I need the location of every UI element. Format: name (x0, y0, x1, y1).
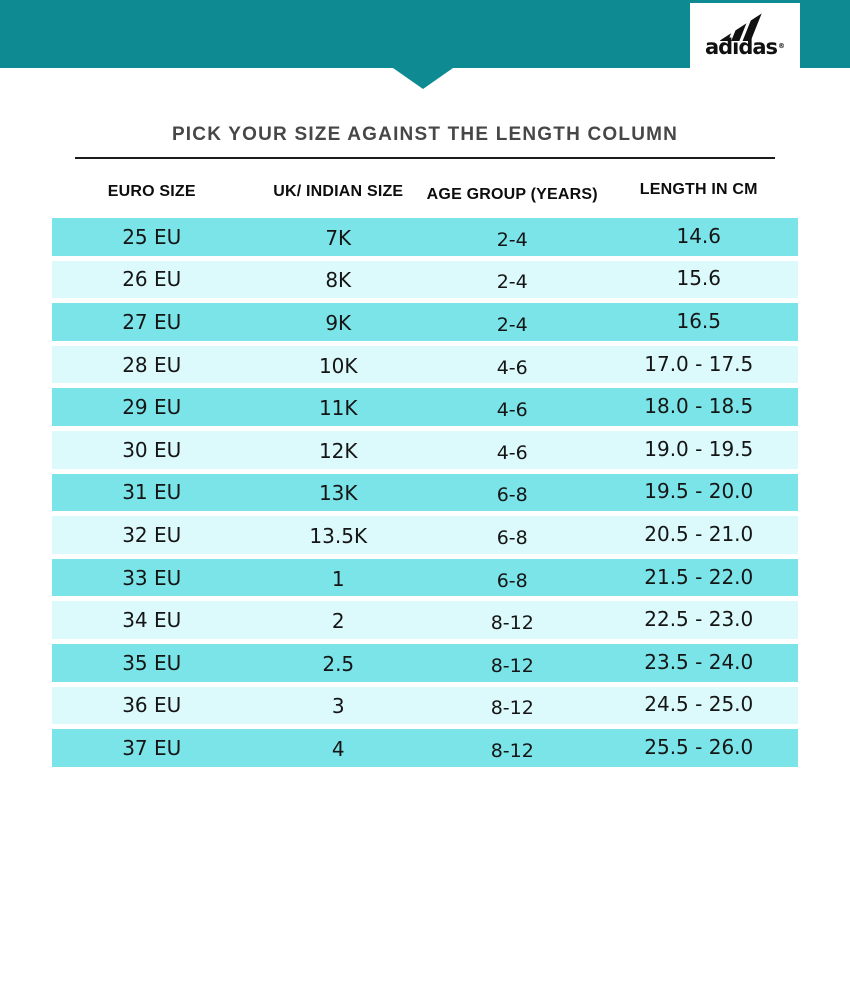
table-cell: 6-8 (496, 484, 528, 507)
table-cell: 13K (318, 481, 358, 506)
column-header-euro-size: EURO SIZE (107, 183, 196, 200)
table-cell: 29 EU (122, 395, 182, 420)
table-row (52, 388, 798, 426)
adidas-brand-text: adidas (704, 35, 778, 59)
table-cell: 35 EU (122, 650, 182, 675)
column-header-uk-indian-size: UK/ INDIAN SIZE (273, 183, 404, 200)
table-cell: 7K (325, 225, 352, 250)
table-cell: 3 (331, 694, 345, 719)
table-cell: 2.5 (322, 651, 355, 676)
pointer-down-triangle-icon (393, 68, 453, 89)
column-header-age-group: AGE GROUP (YEARS) (426, 186, 598, 203)
table-cell: 2-4 (496, 228, 528, 251)
table-cell: 9K (325, 310, 352, 335)
table-cell: 8-12 (490, 654, 534, 677)
adidas-logo (690, 3, 800, 68)
table-cell: 19.0 - 19.5 (644, 436, 754, 461)
table-row (52, 218, 798, 256)
table-cell: 6-8 (496, 569, 528, 592)
table-cell: 10K (318, 353, 358, 378)
table-header-row (52, 183, 798, 201)
column-header-length-cm: LENGTH IN CM (639, 181, 758, 198)
table-cell: 32 EU (122, 522, 182, 547)
table-cell: 34 EU (122, 608, 182, 633)
table-row (52, 431, 798, 469)
table-row (52, 303, 798, 341)
table-cell: 2-4 (496, 271, 528, 294)
title-divider (75, 157, 775, 159)
table-cell: 26 EU (122, 267, 182, 292)
table-cell: 14.6 (676, 223, 722, 248)
table-cell: 17.0 - 17.5 (644, 351, 754, 376)
table-cell: 21.5 - 22.0 (644, 564, 754, 589)
table-row (52, 644, 798, 682)
table-cell: 28 EU (122, 352, 182, 377)
table-cell: 20.5 - 21.0 (644, 521, 754, 546)
table-cell: 4-6 (496, 356, 528, 379)
table-cell: 18.0 - 18.5 (644, 394, 754, 419)
table-cell: 8-12 (490, 697, 534, 720)
table-cell: 8-12 (490, 612, 534, 635)
table-cell: 22.5 - 23.0 (644, 607, 754, 632)
table-row (52, 601, 798, 639)
table-cell: 25 EU (122, 224, 182, 249)
table-cell: 37 EU (122, 735, 182, 760)
page-title: PICK YOUR SIZE AGAINST THE LENGTH COLUMN (171, 124, 679, 145)
table-cell: 31 EU (122, 480, 182, 505)
adidas-wordmark (705, 35, 785, 58)
table-cell: 11K (318, 396, 358, 421)
table-cell: 2-4 (496, 313, 528, 336)
table-cell: 36 EU (122, 693, 182, 718)
registered-trademark-icon: ® (778, 42, 786, 50)
table-cell: 13.5K (309, 523, 368, 548)
table-row (52, 474, 798, 512)
table-cell: 1 (331, 566, 345, 591)
table-cell: 8-12 (490, 739, 534, 762)
table-cell: 16.5 (676, 308, 722, 333)
table-cell: 2 (331, 609, 345, 634)
table-row (52, 346, 798, 384)
table-cell: 4-6 (496, 441, 528, 464)
table-cell: 6-8 (496, 526, 528, 549)
table-cell: 8K (325, 268, 352, 293)
table-cell: 33 EU (122, 565, 182, 590)
table-row (52, 729, 798, 767)
table-row (52, 261, 798, 299)
table-cell: 4-6 (496, 399, 528, 422)
table-cell: 4 (331, 736, 345, 761)
table-cell: 12K (318, 438, 358, 463)
table-row (52, 687, 798, 725)
table-cell: 23.5 - 24.0 (644, 649, 754, 674)
table-cell: 25.5 - 26.0 (644, 734, 754, 759)
table-row (52, 516, 798, 554)
table-cell: 24.5 - 25.0 (644, 692, 754, 717)
table-cell: 19.5 - 20.0 (644, 479, 754, 504)
table-cell: 15.6 (676, 266, 722, 291)
table-cell: 30 EU (122, 437, 182, 462)
size-table (52, 218, 798, 772)
table-cell: 27 EU (122, 309, 182, 334)
table-row (52, 559, 798, 597)
